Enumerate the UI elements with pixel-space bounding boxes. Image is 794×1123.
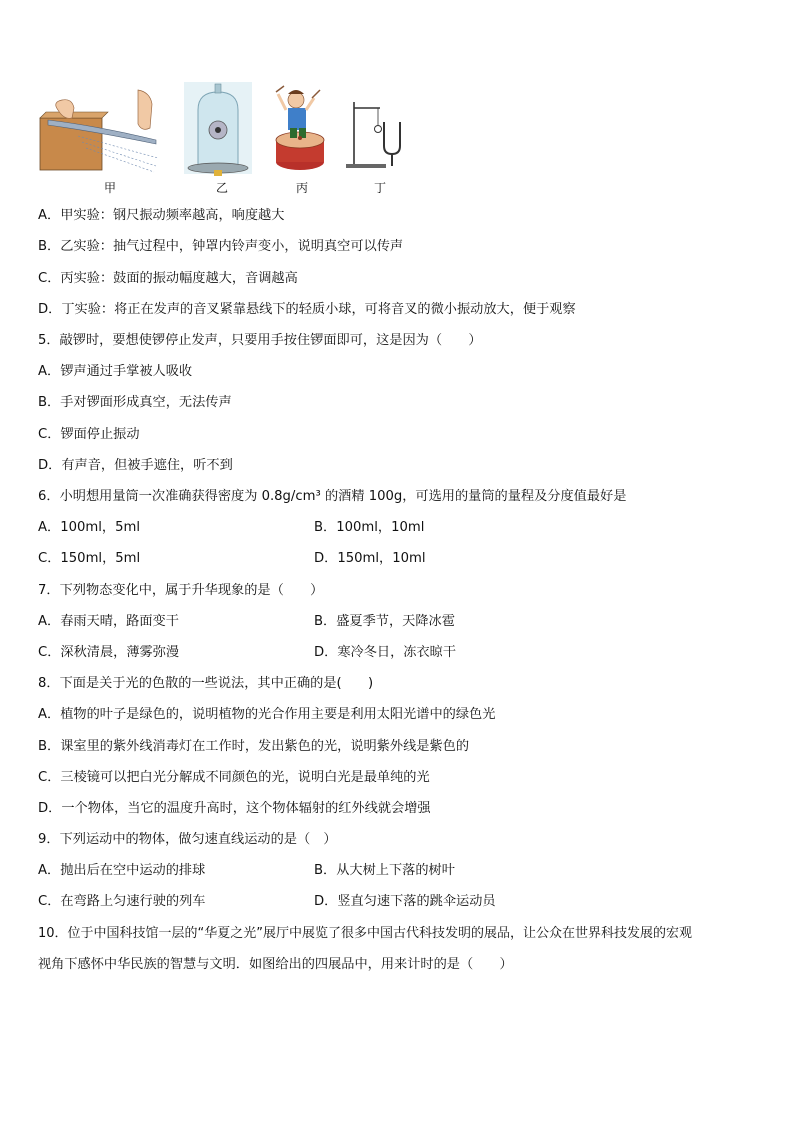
q8-option-c: C．三棱镜可以把白光分解成不同颜色的光，说明白光是最单纯的光 bbox=[38, 770, 430, 785]
experiment-figure bbox=[38, 80, 406, 196]
q7-option-b: B．盛夏季节，天降冰雹 bbox=[314, 614, 455, 629]
figure-caption-d: 丁 bbox=[374, 181, 387, 195]
q4-option-a: A．甲实验：钢尺振动频率越高，响度越大 bbox=[38, 208, 285, 223]
q5-stem: 5．敲锣时，要想使锣停止发声，只要用手按住锣面即可，这是因为（ ） bbox=[38, 333, 482, 348]
q8-option-d: D．一个物体，当它的温度升高时，这个物体辐射的红外线就会增强 bbox=[38, 801, 431, 816]
q9-option-b: B．从大树上下落的树叶 bbox=[314, 863, 455, 878]
figure-caption-a: 甲 bbox=[104, 181, 117, 195]
figure-caption-b: 乙 bbox=[216, 181, 229, 195]
q8-option-a: A．植物的叶子是绿色的，说明植物的光合作用主要是利用太阳光谱中的绿色光 bbox=[38, 707, 496, 722]
drum-image bbox=[276, 86, 324, 170]
q4-option-c: C．丙实验：鼓面的振动幅度越大，音调越高 bbox=[38, 271, 298, 286]
q6-option-b: B．100ml，10ml bbox=[314, 520, 425, 535]
q4-option-b: B．乙实验：抽气过程中，钟罩内铃声变小，说明真空可以传声 bbox=[38, 239, 404, 254]
q6-option-a: A．100ml，5ml bbox=[38, 520, 140, 535]
q9-option-d: D．竖直匀速下落的跳伞运动员 bbox=[314, 894, 496, 909]
q6-option-d: D．150ml，10ml bbox=[314, 551, 426, 566]
figure-caption-c: 丙 bbox=[296, 181, 309, 195]
bell-jar-image bbox=[184, 82, 252, 176]
q4-option-d: D．丁实验：将正在发声的音叉紧靠悬线下的轻质小球，可将音叉的微小振动放大，便于观察 bbox=[38, 302, 576, 317]
q5-option-b: B．手对锣面形成真空，无法传声 bbox=[38, 395, 232, 410]
q9-option-a: A．抛出后在空中运动的排球 bbox=[38, 863, 206, 878]
q10-stem-line1: 10．位于中国科技馆一层的“华夏之光”展厅中展览了很多中国古代科技发明的展品，让公众在世界科技发展的宏观 bbox=[38, 926, 693, 941]
q8-option-b: B．课室里的紫外线消毒灯在工作时，发出紫色的光，说明紫外线是紫色的 bbox=[38, 739, 470, 754]
tuning-fork-image bbox=[346, 102, 400, 168]
ruler-vibration-image bbox=[40, 90, 158, 172]
q5-option-a: A．锣声通过手掌被人吸收 bbox=[38, 364, 193, 379]
q9-stem: 9．下列运动中的物体，做匀速直线运动的是（ ） bbox=[38, 832, 337, 847]
q7-option-d: D．寒冷冬日，冻衣晾干 bbox=[314, 645, 457, 660]
q7-option-a: A．春雨天晴，路面变干 bbox=[38, 614, 179, 629]
q5-option-d: D．有声音，但被手遮住，听不到 bbox=[38, 458, 233, 473]
q7-option-c: C．深秋清晨，薄雾弥漫 bbox=[38, 645, 180, 660]
q8-stem: 8．下面是关于光的色散的一些说法，其中正确的是( ) bbox=[38, 676, 374, 691]
q9-option-c: C．在弯路上匀速行驶的列车 bbox=[38, 894, 206, 909]
q6-stem: 6．小明想用量筒一次准确获得密度为 0.8g/cm³ 的酒精 100g，可选用的量筒的量程及分度值最好是 bbox=[38, 489, 627, 504]
q7-stem: 7．下列物态变化中，属于升华现象的是（ ） bbox=[38, 583, 324, 598]
q5-option-c: C．锣面停止振动 bbox=[38, 427, 140, 442]
q6-option-c: C．150ml，5ml bbox=[38, 551, 141, 566]
q10-stem-line2: 视角下感怀中华民族的智慧与文明．如图给出的四展品中，用来计时的是（ ） bbox=[38, 957, 513, 972]
